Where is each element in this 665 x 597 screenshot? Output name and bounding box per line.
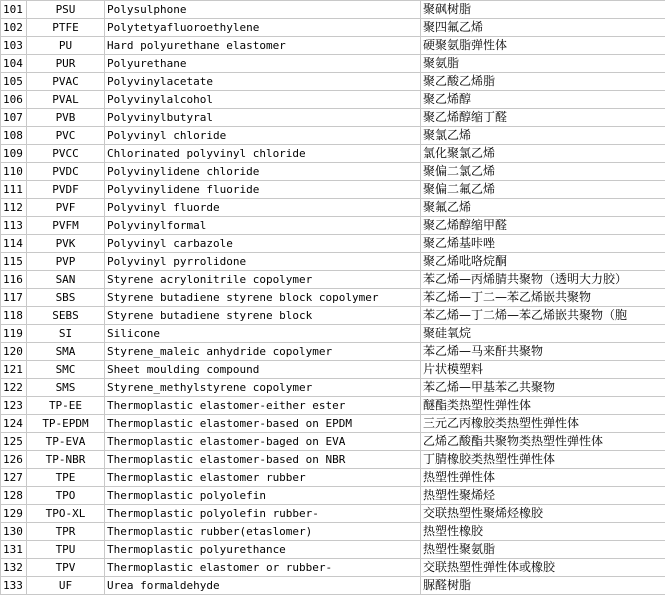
english-name-cell[interactable]: Styrene butadiene styrene block	[105, 307, 421, 325]
row-number-cell[interactable]: 126	[1, 451, 27, 469]
chinese-name-cell[interactable]: 苯乙烯—丁二烯—苯乙烯嵌共聚物（胞	[421, 307, 665, 325]
english-name-cell[interactable]: Polyvinylalcohol	[105, 91, 421, 109]
chinese-name-cell[interactable]: 聚乙烯醇	[421, 91, 665, 109]
english-name-cell[interactable]: Thermoplastic elastomer-either ester	[105, 397, 421, 415]
abbreviation-cell[interactable]: PVAC	[27, 73, 105, 91]
english-name-cell[interactable]: Thermoplastic rubber(etaslomer)	[105, 523, 421, 541]
chinese-name-cell[interactable]: 热塑性橡胶	[421, 523, 665, 541]
chinese-name-cell[interactable]: 三元乙丙橡胶类热塑性弹性体	[421, 415, 665, 433]
chinese-name-cell[interactable]: 聚砜树脂	[421, 1, 665, 19]
chinese-name-cell[interactable]: 硬聚氨脂弹性体	[421, 37, 665, 55]
chinese-name-cell[interactable]: 聚偏二氯乙烯	[421, 163, 665, 181]
english-name-cell[interactable]: Polysulphone	[105, 1, 421, 19]
row-number-cell[interactable]: 124	[1, 415, 27, 433]
row-number-cell[interactable]: 118	[1, 307, 27, 325]
table-row	[1, 559, 665, 577]
row-number-cell[interactable]: 104	[1, 55, 27, 73]
chinese-name-cell[interactable]: 热塑性弹性体	[421, 469, 665, 487]
table-row	[1, 19, 665, 37]
row-number-cell[interactable]: 133	[1, 577, 27, 595]
abbreviation-cell[interactable]: SI	[27, 325, 105, 343]
row-number-cell[interactable]: 132	[1, 559, 27, 577]
chinese-name-cell[interactable]: 聚氨脂	[421, 55, 665, 73]
table-row	[1, 55, 665, 73]
chinese-name-cell[interactable]: 热塑性聚氨脂	[421, 541, 665, 559]
row-number-cell[interactable]: 128	[1, 487, 27, 505]
row-number-cell[interactable]: 102	[1, 19, 27, 37]
chinese-name-cell[interactable]: 聚乙酸乙烯脂	[421, 73, 665, 91]
row-number-cell[interactable]: 110	[1, 163, 27, 181]
row-number-cell[interactable]: 107	[1, 109, 27, 127]
abbreviation-cell[interactable]: SMS	[27, 379, 105, 397]
table-row	[1, 415, 665, 433]
abbreviation-cell[interactable]: PVCC	[27, 145, 105, 163]
chinese-name-cell[interactable]: 聚乙烯吡咯烷酮	[421, 253, 665, 271]
chinese-name-cell[interactable]: 聚硅氧烷	[421, 325, 665, 343]
row-number-cell[interactable]: 109	[1, 145, 27, 163]
row-number-cell[interactable]: 129	[1, 505, 27, 523]
english-name-cell[interactable]: Silicone	[105, 325, 421, 343]
english-name-cell[interactable]: Styrene acrylonitrile copolymer	[105, 271, 421, 289]
abbreviation-cell[interactable]: TPV	[27, 559, 105, 577]
abbreviation-cell[interactable]: TPO-XL	[27, 505, 105, 523]
english-name-cell[interactable]: Polyvinyl pyrrolidone	[105, 253, 421, 271]
english-name-cell[interactable]: Sheet moulding compound	[105, 361, 421, 379]
row-number-cell[interactable]: 117	[1, 289, 27, 307]
english-name-cell[interactable]: Thermoplastic elastomer rubber	[105, 469, 421, 487]
row-number-cell[interactable]: 106	[1, 91, 27, 109]
abbreviation-cell[interactable]: PVDC	[27, 163, 105, 181]
english-name-cell[interactable]: Thermoplastic elastomer or rubber-	[105, 559, 421, 577]
table-row	[1, 307, 665, 325]
chinese-name-cell[interactable]: 聚氯乙烯	[421, 127, 665, 145]
english-name-cell[interactable]: Polyvinylbutyral	[105, 109, 421, 127]
chinese-name-cell[interactable]: 聚乙烯基咔唑	[421, 235, 665, 253]
chinese-name-cell[interactable]: 脲醛树脂	[421, 577, 665, 595]
chinese-name-cell[interactable]: 乙烯乙酸酯共聚物类热塑性弹性体	[421, 433, 665, 451]
row-number-cell[interactable]: 111	[1, 181, 27, 199]
row-number-cell[interactable]: 130	[1, 523, 27, 541]
table-row	[1, 361, 665, 379]
chinese-name-cell[interactable]: 热塑性聚烯烃	[421, 487, 665, 505]
abbreviation-cell[interactable]: SBS	[27, 289, 105, 307]
row-number-cell[interactable]: 123	[1, 397, 27, 415]
row-number-cell[interactable]: 131	[1, 541, 27, 559]
english-name-cell[interactable]: Thermoplastic polyurethance	[105, 541, 421, 559]
chinese-name-cell[interactable]: 聚偏二氟乙烯	[421, 181, 665, 199]
table-row	[1, 325, 665, 343]
abbreviation-cell[interactable]: PVC	[27, 127, 105, 145]
english-name-cell[interactable]: Polyvinylformal	[105, 217, 421, 235]
table-row	[1, 235, 665, 253]
abbreviation-cell[interactable]: PVFM	[27, 217, 105, 235]
table-row	[1, 253, 665, 271]
abbreviation-cell[interactable]: TP-NBR	[27, 451, 105, 469]
abbreviation-cell[interactable]: UF	[27, 577, 105, 595]
english-name-cell[interactable]: Polyvinyl carbazole	[105, 235, 421, 253]
table-row	[1, 91, 665, 109]
table-row	[1, 451, 665, 469]
english-name-cell[interactable]: Styrene butadiene styrene block copolymer	[105, 289, 421, 307]
chinese-name-cell[interactable]: 丁腈橡胶类热塑性弹性体	[421, 451, 665, 469]
chinese-name-cell[interactable]: 苯乙烯—甲基苯乙共聚物	[421, 379, 665, 397]
table-row	[1, 73, 665, 91]
chinese-name-cell[interactable]: 聚乙烯醇缩丁醛	[421, 109, 665, 127]
abbreviation-cell[interactable]: PUR	[27, 55, 105, 73]
row-number-cell[interactable]: 125	[1, 433, 27, 451]
english-name-cell[interactable]: Polyvinylidene fluoride	[105, 181, 421, 199]
abbreviation-cell[interactable]: TP-EE	[27, 397, 105, 415]
table-row	[1, 109, 665, 127]
row-number-cell[interactable]: 105	[1, 73, 27, 91]
english-name-cell[interactable]: Thermoplastic elastomer-based on EPDM	[105, 415, 421, 433]
chinese-name-cell[interactable]: 片状模塑料	[421, 361, 665, 379]
abbreviation-cell[interactable]: PVP	[27, 253, 105, 271]
table-row	[1, 271, 665, 289]
table-row	[1, 145, 665, 163]
table-row	[1, 37, 665, 55]
chinese-name-cell[interactable]: 醚酯类热塑性弹性体	[421, 397, 665, 415]
english-name-cell[interactable]: Polyvinyl chloride	[105, 127, 421, 145]
abbreviation-cell[interactable]: SMA	[27, 343, 105, 361]
english-name-cell[interactable]: Urea formaldehyde	[105, 577, 421, 595]
english-name-cell[interactable]: Polyvinylacetate	[105, 73, 421, 91]
row-number-cell[interactable]: 114	[1, 235, 27, 253]
chinese-name-cell[interactable]: 交联热塑性聚烯烃橡胶	[421, 505, 665, 523]
table-row	[1, 181, 665, 199]
chinese-name-cell[interactable]: 聚四氟乙烯	[421, 19, 665, 37]
english-name-cell[interactable]: Polyvinylidene chloride	[105, 163, 421, 181]
table-row	[1, 289, 665, 307]
abbreviation-cell[interactable]: TPE	[27, 469, 105, 487]
chinese-name-cell[interactable]: 苯乙烯—丁二—苯乙烯嵌共聚物	[421, 289, 665, 307]
english-name-cell[interactable]: Chlorinated polyvinyl chloride	[105, 145, 421, 163]
abbreviation-cell[interactable]: TPO	[27, 487, 105, 505]
abbreviation-cell[interactable]: PTFE	[27, 19, 105, 37]
english-name-cell[interactable]: Hard polyurethane elastomer	[105, 37, 421, 55]
english-name-cell[interactable]: Styrene_methylstyrene copolymer	[105, 379, 421, 397]
abbreviation-cell[interactable]: PVB	[27, 109, 105, 127]
abbreviation-cell[interactable]: SMC	[27, 361, 105, 379]
row-number-cell[interactable]: 115	[1, 253, 27, 271]
abbreviation-cell[interactable]: PU	[27, 37, 105, 55]
row-number-cell[interactable]: 103	[1, 37, 27, 55]
abbreviation-cell[interactable]: TP-EPDM	[27, 415, 105, 433]
english-name-cell[interactable]: Polyurethane	[105, 55, 421, 73]
table-row	[1, 379, 665, 397]
abbreviation-cell[interactable]: PVAL	[27, 91, 105, 109]
table-row	[1, 199, 665, 217]
english-name-cell[interactable]: Polyvinyl fluorde	[105, 199, 421, 217]
table-row	[1, 487, 665, 505]
row-number-cell[interactable]: 121	[1, 361, 27, 379]
english-name-cell[interactable]: Styrene_maleic anhydride copolymer	[105, 343, 421, 361]
abbreviation-cell[interactable]: TPR	[27, 523, 105, 541]
table-row	[1, 397, 665, 415]
abbreviation-cell[interactable]: PVDF	[27, 181, 105, 199]
row-number-cell[interactable]: 122	[1, 379, 27, 397]
table-row	[1, 523, 665, 541]
chinese-name-cell[interactable]: 苯乙烯—马来酐共聚物	[421, 343, 665, 361]
english-name-cell[interactable]: Polytetyafluoroethylene	[105, 19, 421, 37]
abbreviation-cell[interactable]: TP-EVA	[27, 433, 105, 451]
table-row	[1, 163, 665, 181]
table-row	[1, 1, 665, 19]
chinese-name-cell[interactable]: 聚氟乙烯	[421, 199, 665, 217]
english-name-cell[interactable]: Thermoplastic polyolefin rubber-	[105, 505, 421, 523]
table-row	[1, 343, 665, 361]
table-row	[1, 433, 665, 451]
row-number-cell[interactable]: 116	[1, 271, 27, 289]
spreadsheet-body	[1, 1, 665, 595]
row-number-cell[interactable]: 113	[1, 217, 27, 235]
row-number-cell[interactable]: 108	[1, 127, 27, 145]
table-row	[1, 127, 665, 145]
english-name-cell[interactable]: Thermoplastic elastomer-baged on EVA	[105, 433, 421, 451]
row-number-cell[interactable]: 120	[1, 343, 27, 361]
chinese-name-cell[interactable]: 苯乙烯—丙烯腈共聚物（透明大力胶）	[421, 271, 665, 289]
table-row	[1, 577, 665, 595]
table-row	[1, 469, 665, 487]
chinese-name-cell[interactable]: 聚乙烯醇缩甲醛	[421, 217, 665, 235]
row-number-cell[interactable]: 119	[1, 325, 27, 343]
abbreviation-cell[interactable]: PVF	[27, 199, 105, 217]
abbreviation-cell[interactable]: PVK	[27, 235, 105, 253]
table-row	[1, 505, 665, 523]
table-row	[1, 217, 665, 235]
row-number-cell[interactable]: 112	[1, 199, 27, 217]
english-name-cell[interactable]: Thermoplastic polyolefin	[105, 487, 421, 505]
abbreviation-cell[interactable]: TPU	[27, 541, 105, 559]
abbreviation-cell[interactable]: PSU	[27, 1, 105, 19]
chinese-name-cell[interactable]: 氯化聚氯乙烯	[421, 145, 665, 163]
abbreviation-cell[interactable]: SEBS	[27, 307, 105, 325]
chinese-name-cell[interactable]: 交联热塑性弹性体或橡胶	[421, 559, 665, 577]
row-number-cell[interactable]: 101	[1, 1, 27, 19]
row-number-cell[interactable]: 127	[1, 469, 27, 487]
english-name-cell[interactable]: Thermoplastic elastomer-based on NBR	[105, 451, 421, 469]
table-row	[1, 541, 665, 559]
abbreviation-cell[interactable]: SAN	[27, 271, 105, 289]
